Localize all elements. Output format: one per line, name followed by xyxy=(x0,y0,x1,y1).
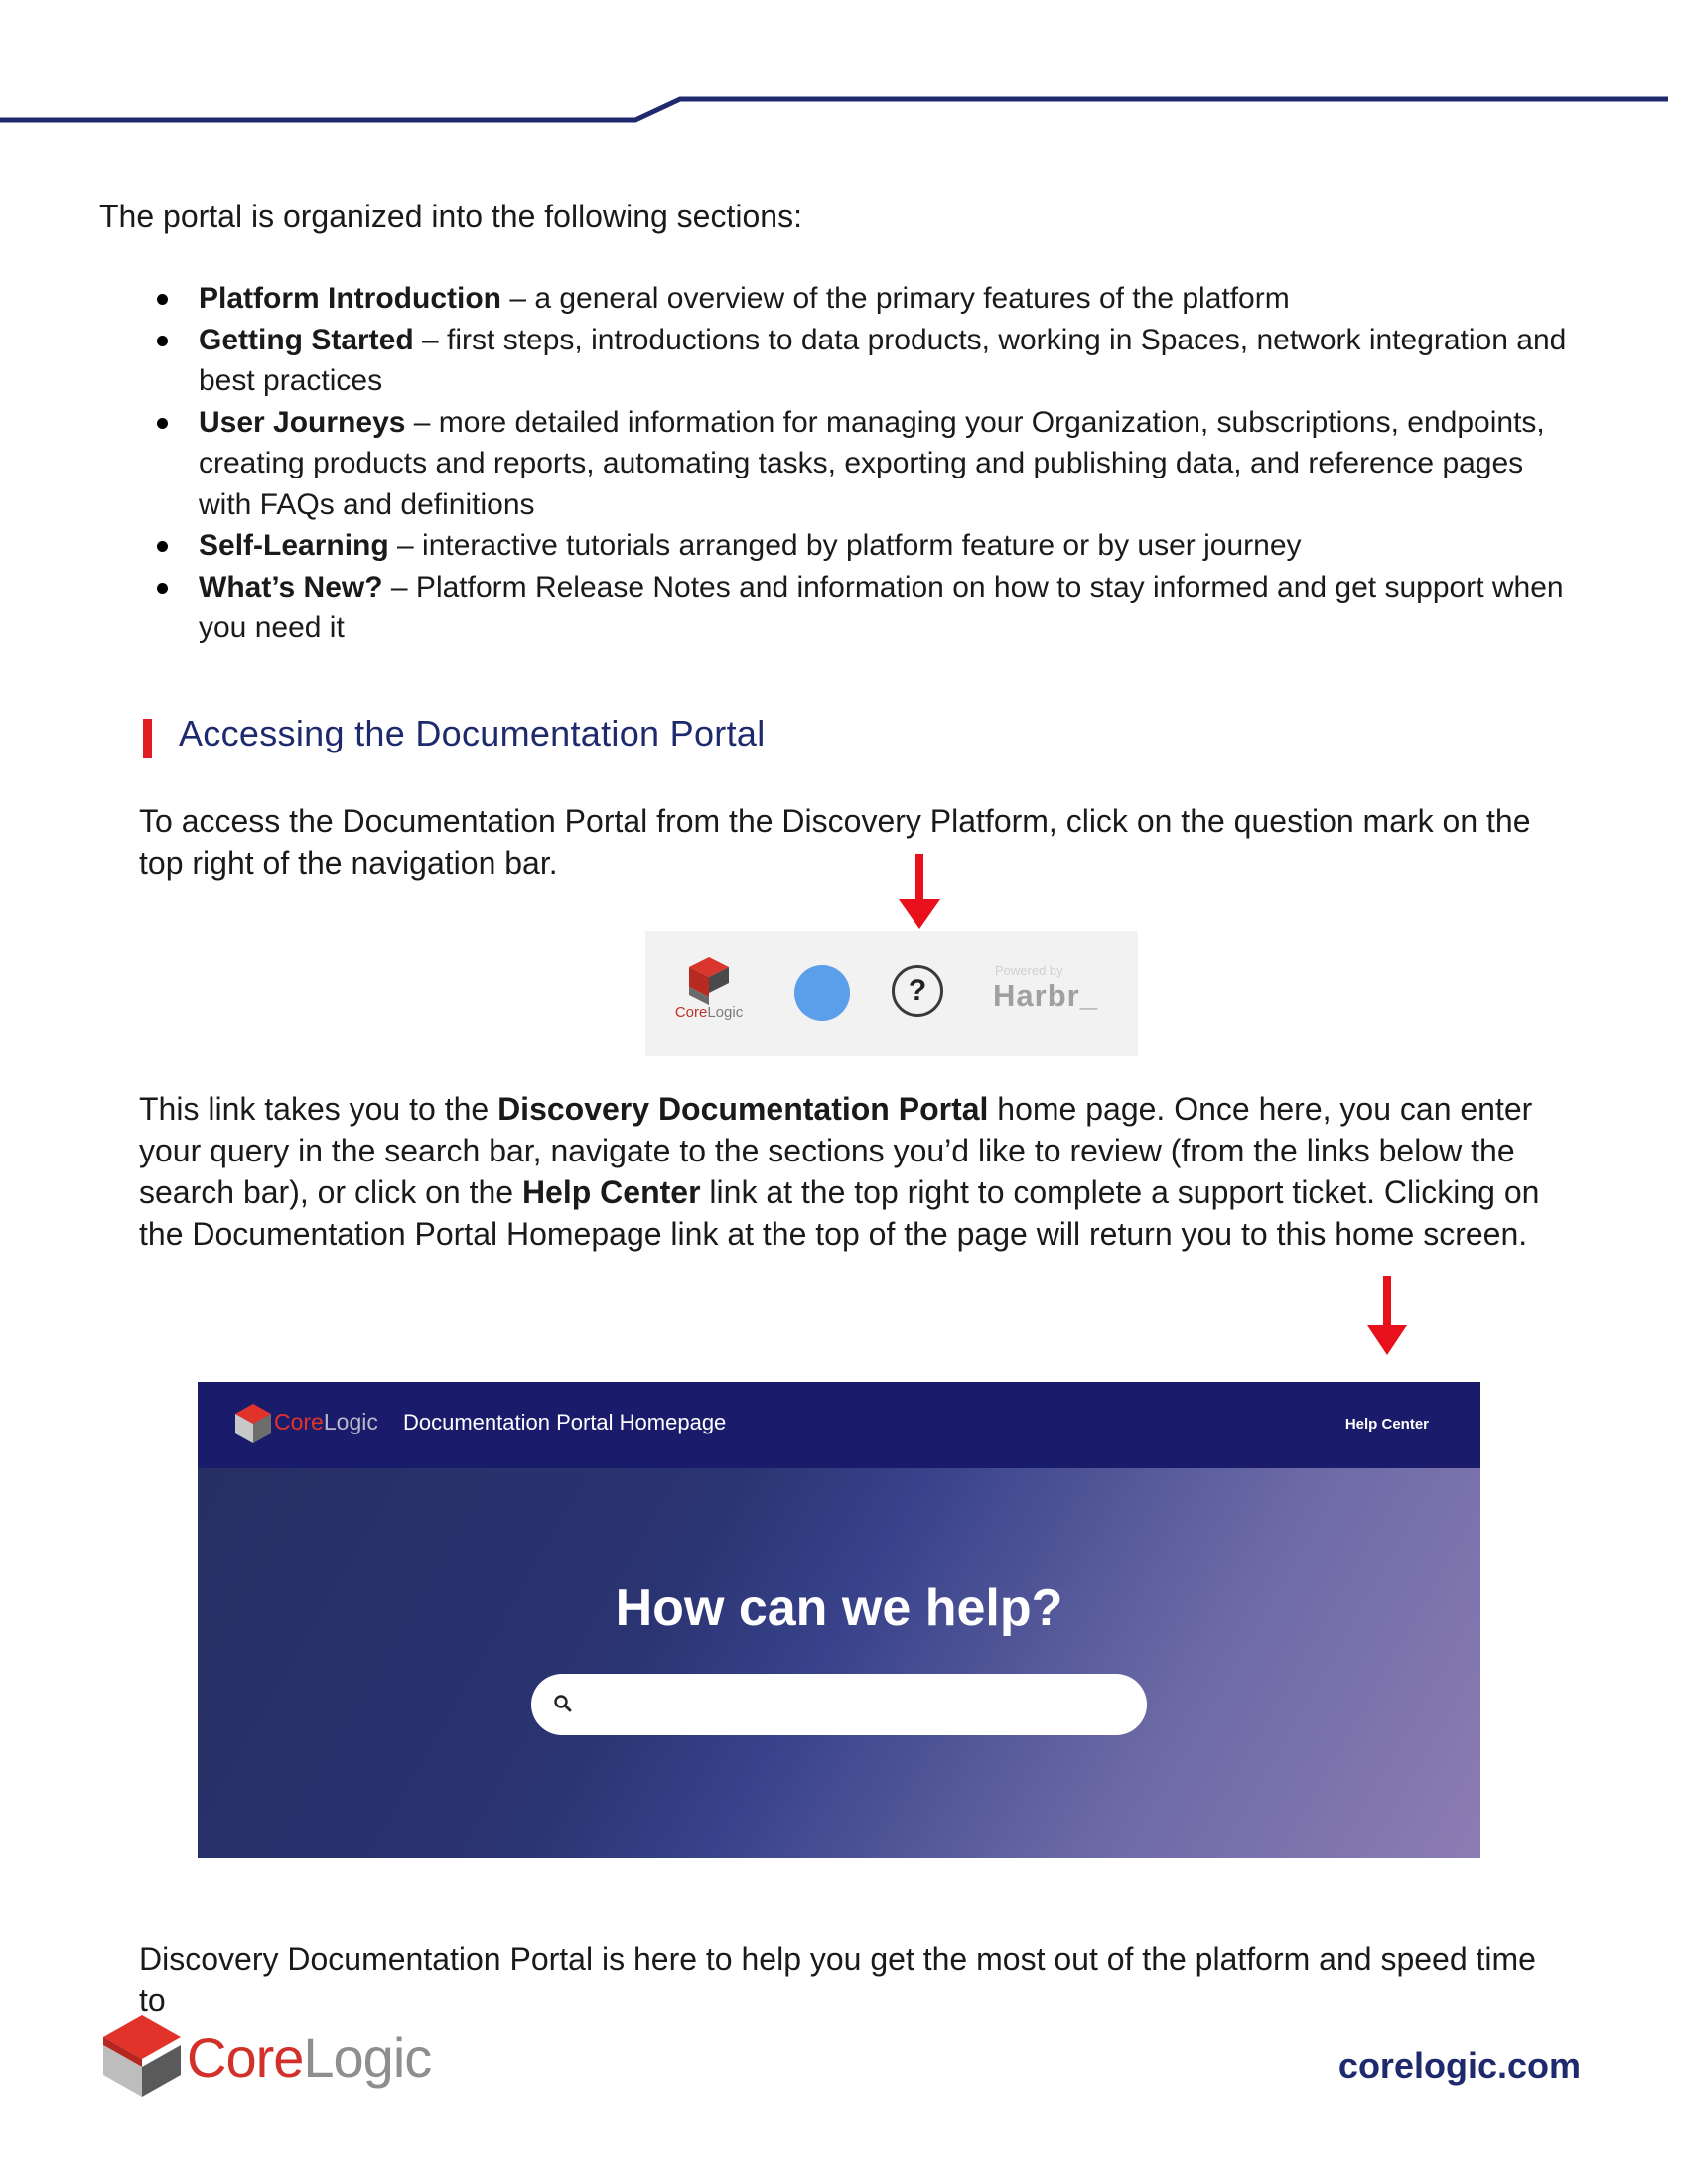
bullet-desc: – first steps, introductions to data products, working in Spaces, network integration and best practices xyxy=(199,323,1567,397)
section-accent-bar xyxy=(143,719,152,758)
section-title: Accessing the Documentation Portal xyxy=(179,713,766,753)
closing-paragraph: Discovery Documentation Portal is here to help you get the most out of the platform and speed time to xyxy=(139,1941,1536,2018)
intro-text: The portal is organized into the following sections: xyxy=(99,199,802,234)
bullet-term: User Journeys xyxy=(199,405,406,439)
navbar-logo-text xyxy=(659,1004,759,1021)
footer-core-text: Core xyxy=(187,2026,304,2089)
portal-heading: How can we help? xyxy=(615,1579,1063,1637)
sections-list xyxy=(157,278,1577,649)
corelogic-logo-icon xyxy=(659,953,759,1032)
logo-logic-text: Logic xyxy=(707,1004,744,1021)
footer-url[interactable]: corelogic.com xyxy=(1337,2045,1581,2086)
corelogic-logo-icon xyxy=(97,2011,187,2101)
search-input[interactable] xyxy=(531,1674,1147,1735)
avatar[interactable] xyxy=(794,965,850,1021)
bullet-term: What’s New? xyxy=(199,570,383,604)
list-item xyxy=(157,525,1577,567)
list-item xyxy=(157,320,1577,402)
portal-navbar xyxy=(198,1382,1480,1468)
list-item xyxy=(157,402,1577,526)
para2-bold-2: Help Center xyxy=(521,1174,701,1210)
arrow-down-icon xyxy=(897,854,942,931)
bullet-term: Getting Started xyxy=(199,323,414,356)
corelogic-logo-icon xyxy=(231,1402,275,1445)
bullet-desc: – more detailed information for managing your Organization, subscriptions, endpoints, creating products and reports, automating tasks, exporting and publishing data, and reference pages with FAQs and definitions xyxy=(199,405,1545,521)
help-question-icon[interactable]: ? xyxy=(892,965,943,1017)
portal-homepage-screenshot xyxy=(198,1382,1480,1858)
portal-paragraph xyxy=(139,1088,1559,1255)
para2-text-3: link at the top right to complete a support ticket. Clicking on the Documentation Portal Homepage link at the top of the page will return you to this home screen. xyxy=(139,1174,1540,1252)
harbr-logo: Harbr_ xyxy=(993,978,1098,1013)
bullet-term: Self-Learning xyxy=(199,529,389,562)
footer-logic-text: Logic xyxy=(303,2026,432,2089)
list-item xyxy=(157,567,1577,649)
footer-brand xyxy=(187,2025,431,2090)
help-center-link[interactable]: Help Center xyxy=(1344,1416,1429,1433)
portal-homepage-link[interactable]: Documentation Portal Homepage xyxy=(403,1410,727,1434)
para2-text-2: home page. Once here, you can enter your query in the search bar, navigate to the sections you’d like to review (from the links below the search bar), or click on the xyxy=(139,1091,1533,1210)
brand-core-text: Core xyxy=(274,1409,324,1434)
powered-by-label: Powered by xyxy=(995,963,1063,978)
header-rule xyxy=(0,0,1688,129)
para2-bold-1: Discovery Documentation Portal xyxy=(497,1091,989,1127)
bullet-desc: – a general overview of the primary features of the platform xyxy=(500,282,1290,315)
arrow-down-icon xyxy=(1364,1276,1410,1357)
bullet-desc: – interactive tutorials arranged by platform feature or by user journey xyxy=(388,529,1302,562)
bullet-desc: – Platform Release Notes and information on how to stay informed and get support when you need it xyxy=(199,570,1564,644)
portal-brand xyxy=(274,1409,378,1435)
search-icon xyxy=(551,1692,575,1715)
bullet-term: Platform Introduction xyxy=(199,282,501,315)
navbar-screenshot xyxy=(645,931,1138,1056)
brand-logic-text: Logic xyxy=(323,1409,378,1434)
para2-text-1: This link takes you to the xyxy=(139,1091,498,1127)
list-item xyxy=(157,278,1577,320)
access-paragraph: To access the Documentation Portal from the Discovery Platform, click on the question mark on the top right of the navigation bar. xyxy=(139,803,1531,881)
logo-core-text: Core xyxy=(674,1004,708,1021)
